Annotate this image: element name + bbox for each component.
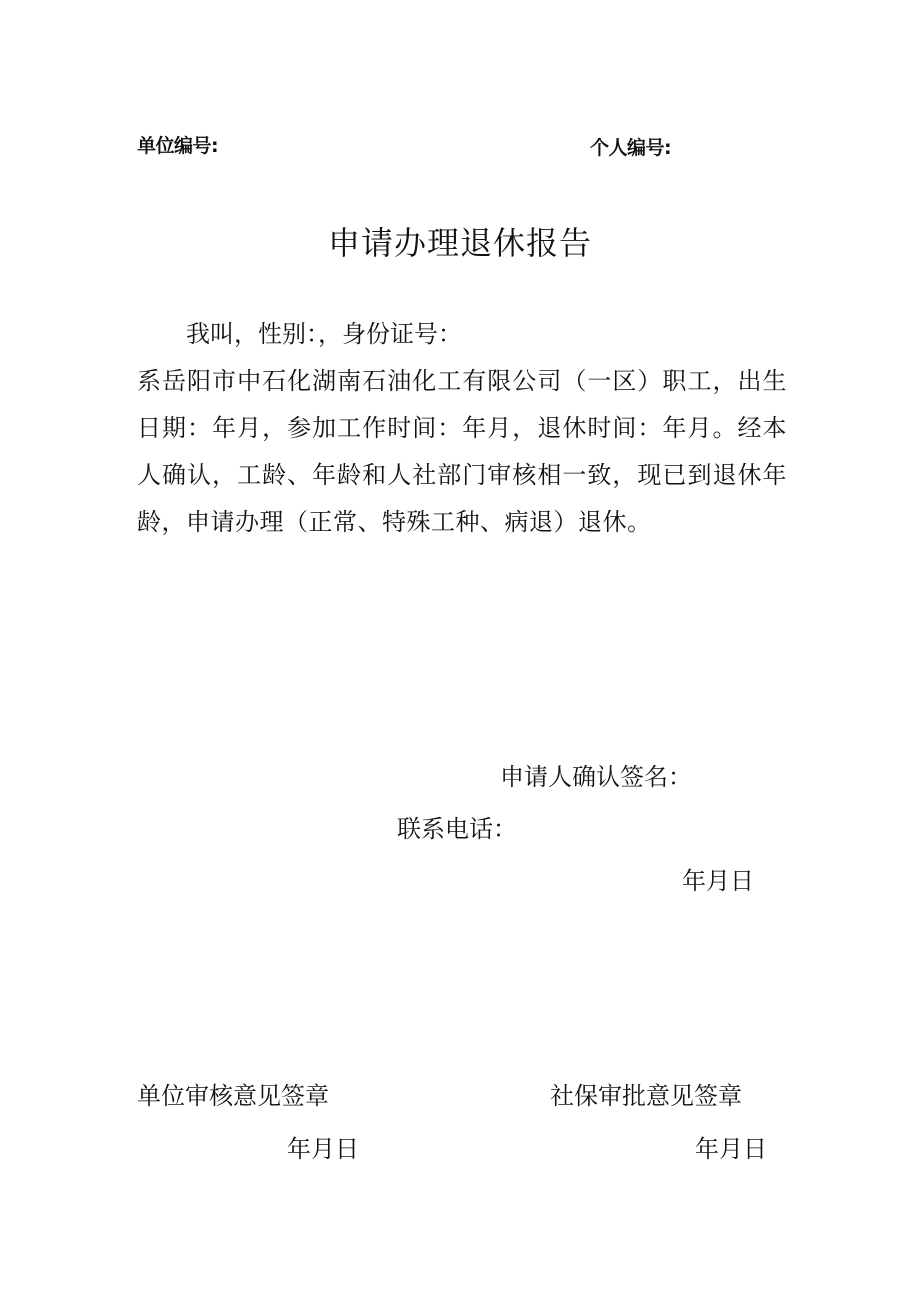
unit-number-label: 单位编号: bbox=[137, 135, 219, 157]
social-security-review-date: 年月日 bbox=[695, 1135, 767, 1163]
personal-number-label: 个人编号: bbox=[590, 137, 672, 159]
social-security-review-label: 社保审批意见签章 bbox=[550, 1082, 742, 1110]
document-title: 申请办理退休报告 bbox=[327, 224, 592, 262]
intro-line: 我叫，性别：，身份证号： bbox=[186, 320, 462, 348]
applicant-signature-label: 申请人确认签名： bbox=[500, 763, 692, 791]
unit-review-date: 年月日 bbox=[287, 1135, 359, 1163]
applicant-date: 年月日 bbox=[682, 867, 754, 895]
body-paragraph: 系岳阳市中石化湖南石油化工有限公司（一区）职工，出生日期：年月，参加工作时间：年月，退休时间：年月。经本人确认，工龄、年龄和人社部门审核相一致，现已到退休年龄，申请办理（正常、特殊工种、病退）退休。 bbox=[137, 367, 787, 536]
unit-review-label: 单位审核意见签章 bbox=[137, 1082, 329, 1110]
contact-phone-label: 联系电话： bbox=[397, 815, 517, 843]
